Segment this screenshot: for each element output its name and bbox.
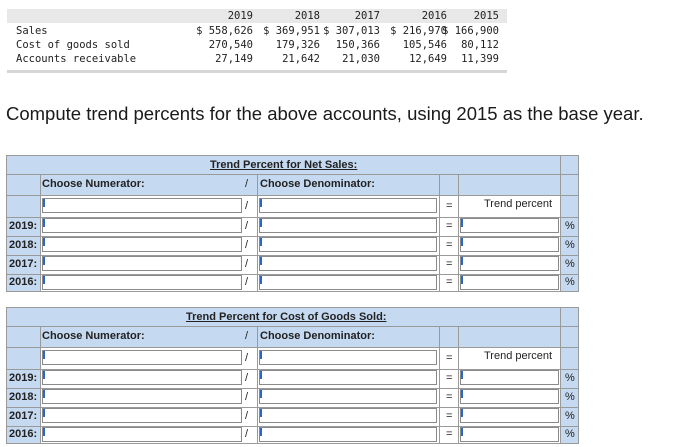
table-cell: 21,642 — [282, 53, 320, 65]
trend-percent-input-2017[interactable] — [460, 256, 559, 271]
year-label: 2019: — [9, 372, 38, 384]
percent-symbol: % — [565, 258, 575, 270]
grid-title: Trend Percent for Cost of Goods Sold: — [186, 311, 387, 323]
numerator-input-2019[interactable] — [42, 370, 242, 385]
numerator-input-2017[interactable] — [42, 256, 242, 271]
percent-symbol: % — [565, 276, 575, 288]
numerator-input-2016[interactable] — [42, 427, 242, 442]
table-bottom-bar — [7, 70, 507, 73]
year-label: 2017: — [9, 410, 38, 422]
year-label: 2018: — [9, 239, 38, 251]
trend-grid-net-sales — [6, 155, 579, 292]
year-label: 2018: — [9, 391, 38, 403]
numerator-input-2018[interactable] — [42, 237, 242, 252]
trend-percent-header: Trend percent — [484, 198, 553, 210]
trend-percent-input-2016[interactable] — [460, 427, 559, 442]
table-cell: $ 166,900 — [442, 25, 499, 37]
divide-symbol: / — [245, 220, 249, 232]
divide-symbol: / — [245, 239, 249, 251]
year-label: 2017: — [9, 258, 38, 270]
table-cell: 11,399 — [461, 53, 499, 65]
divide-symbol: / — [245, 200, 249, 212]
denominator-input[interactable] — [259, 350, 437, 365]
divide-symbol: / — [245, 410, 249, 422]
year-label: 2016: — [9, 428, 38, 440]
year-header: 2016 — [421, 10, 447, 22]
trend-percent-input-2019[interactable] — [460, 370, 559, 385]
percent-symbol: % — [565, 428, 575, 440]
denominator-label: Choose Denominator: — [260, 178, 375, 190]
table-cell: 105,546 — [402, 39, 447, 51]
equals-symbol: = — [446, 258, 453, 270]
table-cell: 27,149 — [215, 53, 253, 65]
divide-symbol: / — [245, 391, 249, 403]
equals-symbol: = — [446, 220, 453, 232]
row-label-ar: Accounts receivable — [16, 53, 137, 65]
table-cell: $ 307,013 — [323, 25, 380, 37]
percent-symbol: % — [565, 410, 575, 422]
grid-title: Trend Percent for Net Sales: — [210, 159, 358, 171]
equals-symbol: = — [446, 410, 453, 422]
divide-symbol: / — [245, 178, 249, 190]
denominator-input-2018[interactable] — [259, 237, 437, 252]
divide-symbol: / — [245, 352, 249, 364]
financial-data-table — [7, 8, 507, 73]
year-label: 2019: — [9, 220, 38, 232]
divide-symbol: / — [245, 276, 249, 288]
year-label: 2016: — [9, 276, 38, 288]
equals-symbol: = — [446, 239, 453, 251]
percent-symbol: % — [565, 391, 575, 403]
percent-symbol: % — [565, 372, 575, 384]
denominator-label: Choose Denominator: — [260, 330, 375, 342]
table-cell: 12,649 — [409, 53, 447, 65]
trend-grid-cogs — [6, 307, 579, 444]
divide-symbol: / — [245, 372, 249, 384]
table-cell: $ 558,626 — [196, 25, 253, 37]
numerator-input-2017[interactable] — [42, 408, 242, 423]
divide-symbol: / — [245, 330, 249, 342]
denominator-input-2017[interactable] — [259, 256, 437, 271]
table-cell: $ 216,970 — [390, 25, 447, 37]
table-cell: $ 369,951 — [263, 25, 320, 37]
table-cell: 150,366 — [335, 39, 380, 51]
row-label-cogs: Cost of goods sold — [16, 39, 130, 51]
year-header: 2018 — [294, 10, 320, 22]
row-label-sales: Sales — [16, 25, 48, 37]
table-cell: 80,112 — [461, 39, 499, 51]
numerator-input[interactable] — [42, 198, 242, 213]
denominator-input-2017[interactable] — [259, 408, 437, 423]
equals-symbol: = — [446, 352, 453, 364]
numerator-label: Choose Numerator: — [42, 330, 145, 342]
divide-symbol: / — [245, 258, 249, 270]
percent-symbol: % — [565, 220, 575, 232]
numerator-input-2019[interactable] — [42, 218, 242, 233]
denominator-input-2016[interactable] — [259, 427, 437, 442]
year-header: 2019 — [227, 10, 253, 22]
divide-symbol: / — [245, 428, 249, 440]
numerator-input-2016[interactable] — [42, 275, 242, 290]
denominator-input[interactable] — [259, 198, 437, 213]
numerator-label: Choose Numerator: — [42, 178, 145, 190]
denominator-input-2016[interactable] — [259, 275, 437, 290]
instruction-text: Compute trend percents for the above accounts, using 2015 as the base year. — [6, 103, 644, 124]
equals-symbol: = — [446, 391, 453, 403]
equals-symbol: = — [446, 372, 453, 384]
trend-percent-input-2019[interactable] — [460, 218, 559, 233]
table-cell: 179,326 — [275, 39, 320, 51]
trend-percent-input-2016[interactable] — [460, 275, 559, 290]
table-cell: 270,540 — [208, 39, 253, 51]
equals-symbol: = — [446, 200, 453, 212]
year-header: 2015 — [473, 10, 499, 22]
year-header: 2017 — [354, 10, 380, 22]
trend-percent-input-2018[interactable] — [460, 237, 559, 252]
denominator-input-2018[interactable] — [259, 389, 437, 404]
numerator-input[interactable] — [42, 350, 242, 365]
table-cell: 21,030 — [342, 53, 380, 65]
percent-symbol: % — [565, 239, 575, 251]
numerator-input-2018[interactable] — [42, 389, 242, 404]
trend-percent-header: Trend percent — [484, 350, 553, 362]
equals-symbol: = — [446, 276, 453, 288]
trend-percent-input-2017[interactable] — [460, 408, 559, 423]
denominator-input-2019[interactable] — [259, 370, 437, 385]
denominator-input-2019[interactable] — [259, 218, 437, 233]
trend-percent-input-2018[interactable] — [460, 389, 559, 404]
equals-symbol: = — [446, 428, 453, 440]
